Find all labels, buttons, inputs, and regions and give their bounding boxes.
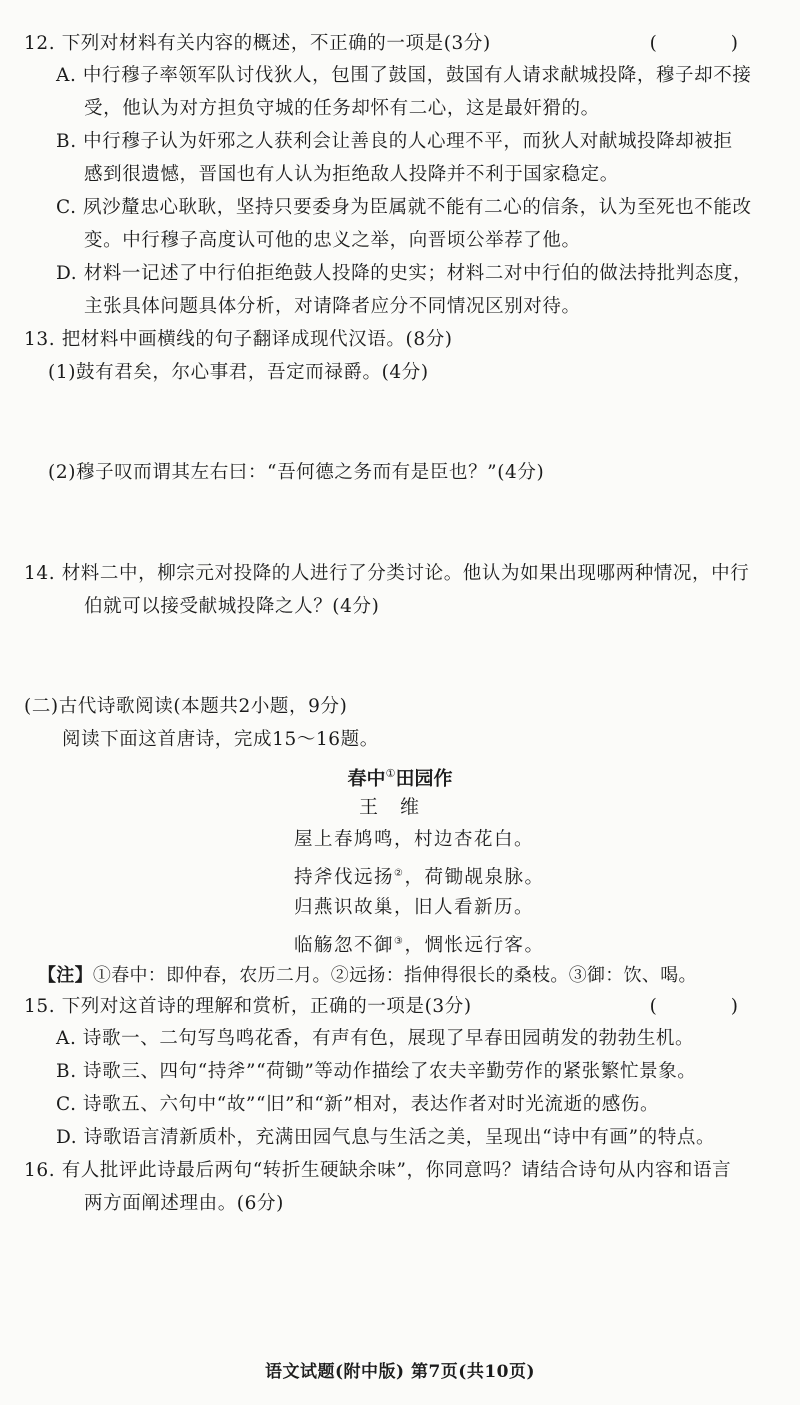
poem-line: 归燕识故巢，旧人看新历。	[294, 897, 535, 918]
q16-line1: 16. 有人批评此诗最后两句“转折生硬缺余味”，你同意吗？请结合诗句从内容和语言	[24, 1160, 732, 1181]
q12-option-d-line1: D. 材料一记述了中行伯拒绝鼓人投降的史实；材料二对中行伯的做法持批判态度，	[56, 263, 753, 284]
q13-sub2: (2)穆子叹而谓其左右曰：“吾何德之务而有是臣也？”(4分)	[48, 462, 545, 483]
poem-title-note-mark: ①	[385, 767, 396, 780]
q15-option-b: B. 诗歌三、四句“持斧”“荷锄”等动作描绘了农夫辛勤劳作的紧张繁忙景象。	[56, 1061, 697, 1082]
notes-label: 【注】	[38, 965, 93, 986]
q15-option-a: A. 诗歌一、二句写鸟鸣花香，有声有色，展现了早春田园萌发的勃勃生机。	[56, 1028, 695, 1049]
poem-note-mark: ③	[394, 936, 405, 947]
poem-title: 春中①田园作	[347, 767, 453, 790]
poem-author: 王维	[358, 796, 441, 818]
q15-stem: 15. 下列对这首诗的理解和赏析，正确的一项是(3分)	[24, 996, 472, 1017]
poem-notes	[38, 962, 697, 990]
q14-line2: 伯就可以接受献城投降之人？(4分)	[84, 596, 380, 617]
q13-stem: 13. 把材料中画横线的句子翻译成现代汉语。(8分)	[24, 329, 453, 350]
q15-option-d: D. 诗歌语言清新质朴，充满田园气息与生活之美，呈现出“诗中有画”的特点。	[56, 1127, 716, 1148]
q12-option-c-line1: C. 夙沙釐忠心耿耿，坚持只要委身为臣属就不能有二心的信条，认为至死也不能改	[56, 197, 752, 218]
poem-note-mark: ②	[394, 868, 405, 879]
q14-line1: 14. 材料二中，柳宗元对投降的人进行了分类讨论。他认为如果出现哪两种情况，中行	[24, 563, 750, 584]
section2-instruction: 阅读下面这首唐诗，完成15～16题。	[62, 729, 379, 750]
q12-option-a-line2: 受，他认为对方担负守城的任务却怀有二心，这是最奸猾的。	[84, 98, 600, 119]
q15-answer-bracket: ( )	[649, 996, 772, 1017]
q12-option-b-line1: B. 中行穆子认为奸邪之人获利会让善良的人心理不平，而狄人对献城投降却被拒	[56, 131, 733, 152]
section2-heading: (二)古代诗歌阅读(本题共2小题，9分)	[24, 696, 348, 717]
poem-line: 持斧伐远扬②，荷锄觇泉脉。	[294, 867, 545, 889]
q12-option-b-line2: 感到很遗憾，晋国也有人认为拒绝敌人投降并不利于国家稳定。	[84, 164, 619, 185]
q13-sub1: (1)鼓有君矣，尔心事君，吾定而禄爵。(4分)	[48, 362, 429, 383]
poem-line: 临觞忽不御③，惆怅远行客。	[294, 935, 545, 957]
q12-answer-bracket: ( )	[649, 33, 772, 54]
q12-stem: 12. 下列对材料有关内容的概述，不正确的一项是(3分)	[24, 33, 491, 54]
q12-option-d-line2: 主张具体问题具体分析，对请降者应分不同情况区别对待。	[84, 296, 581, 317]
q15-option-c: C. 诗歌五、六句中“故”“旧”和“新”相对，表达作者对时光流逝的感伤。	[56, 1094, 660, 1115]
poem-line: 屋上春鸠鸣，村边杏花白。	[294, 829, 535, 850]
q12-option-a-line1: A. 中行穆子率领军队讨伐狄人，包围了鼓国，鼓国有人请求献城投降，穆子却不接	[56, 65, 752, 86]
q12-option-c-line2: 变。中行穆子高度认可他的忠义之举，向晋顷公举荐了他。	[84, 230, 581, 251]
page-footer: 语文试题(附中版) 第7页(共10页)	[264, 1362, 536, 1382]
notes-text: ①春中：即仲春，农历二月。②远扬：指伸得很长的桑枝。③御：饮、喝。	[92, 965, 697, 986]
q16-line2: 两方面阐述理由。(6分)	[84, 1193, 284, 1214]
